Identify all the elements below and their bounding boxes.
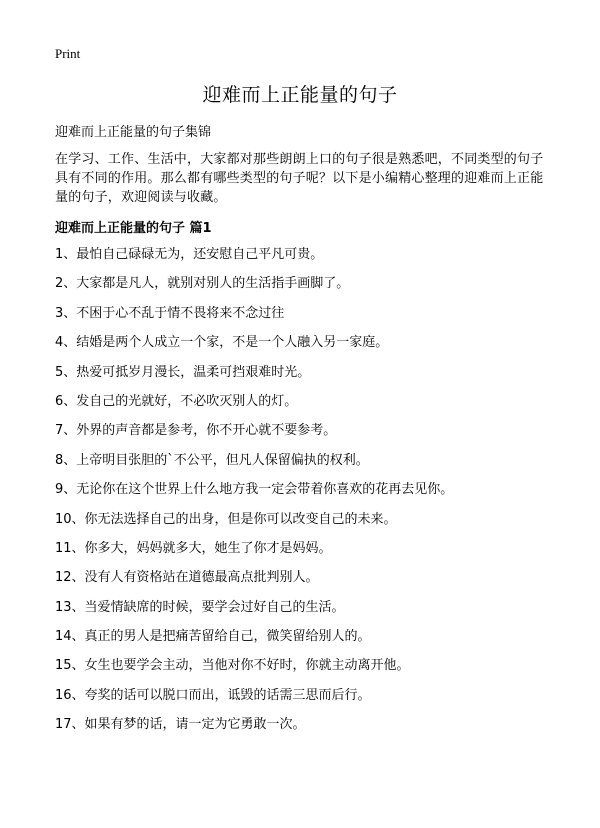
list-item: 1、最怕自己碌碌无为，还安慰自己平凡可贵。	[55, 247, 324, 262]
list-item: 7、外界的声音都是参考，你不开心就不要参考。	[55, 423, 337, 439]
intro-paragraph: 在学习、工作、生活中，大家都对那些朗朗上口的句子很是熟悉吧，不同类型的句子具有不同的作用。那么都有哪些类型的句子呢？以下是小编精心整理的迎难而上正能量的句子，欢迎阅读与收藏。	[55, 152, 544, 205]
list-item: 2、大家都是凡人，就别对别人的生活指手画脚了。	[55, 276, 350, 292]
list-item: 3、不困于心不乱于情不畏将来不念过往	[55, 305, 285, 321]
list-item: 8、上帝明目张胆的`不公平，但凡人保留偏执的权利。	[55, 452, 369, 468]
list-item: 14、真正的男人是把痛苦留给自己，微笑留给别人的。	[55, 629, 371, 645]
sentence-list	[55, 245, 555, 745]
list-item: 9、无论你在这个世界上什么地方我一定会带着你喜欢的花再去见你。	[55, 482, 454, 498]
section-heading: 迎难而上正能量的句子 篇1	[55, 221, 212, 236]
list-item: 5、热爱可抵岁月漫长，温柔可挡艰难时光。	[55, 364, 311, 380]
list-item: 10、你无法选择自己的出身，但是你可以改变自己的未来。	[55, 511, 397, 527]
list-item: 15、女生也要学会主动，当他对你不好时，你就主动离开他。	[55, 658, 410, 674]
page-subtitle: 迎难而上正能量的句子集锦	[55, 125, 212, 140]
list-item: 6、发自己的光就好，不必吹灭别人的灯。	[55, 393, 298, 409]
page-title: 迎难而上正能量的句子	[202, 84, 398, 106]
list-item: 13、当爱情缺席的时候，要学会过好自己的生活。	[55, 599, 345, 615]
list-item: 12、没有人有资格站在道德最高点批判别人。	[55, 570, 319, 586]
list-item: 16、夸奖的话可以脱口而出，诋毁的话需三思而后行。	[55, 687, 371, 703]
list-item: 17、如果有梦的话，请一定为它勇敢一次。	[55, 717, 306, 733]
print-link[interactable]: Print	[55, 46, 81, 61]
list-item: 11、你多大，妈妈就多大，她生了你才是妈妈。	[55, 540, 332, 556]
list-item: 4、结婚是两个人成立一个家，不是一个人融入另一家庭。	[55, 335, 389, 351]
